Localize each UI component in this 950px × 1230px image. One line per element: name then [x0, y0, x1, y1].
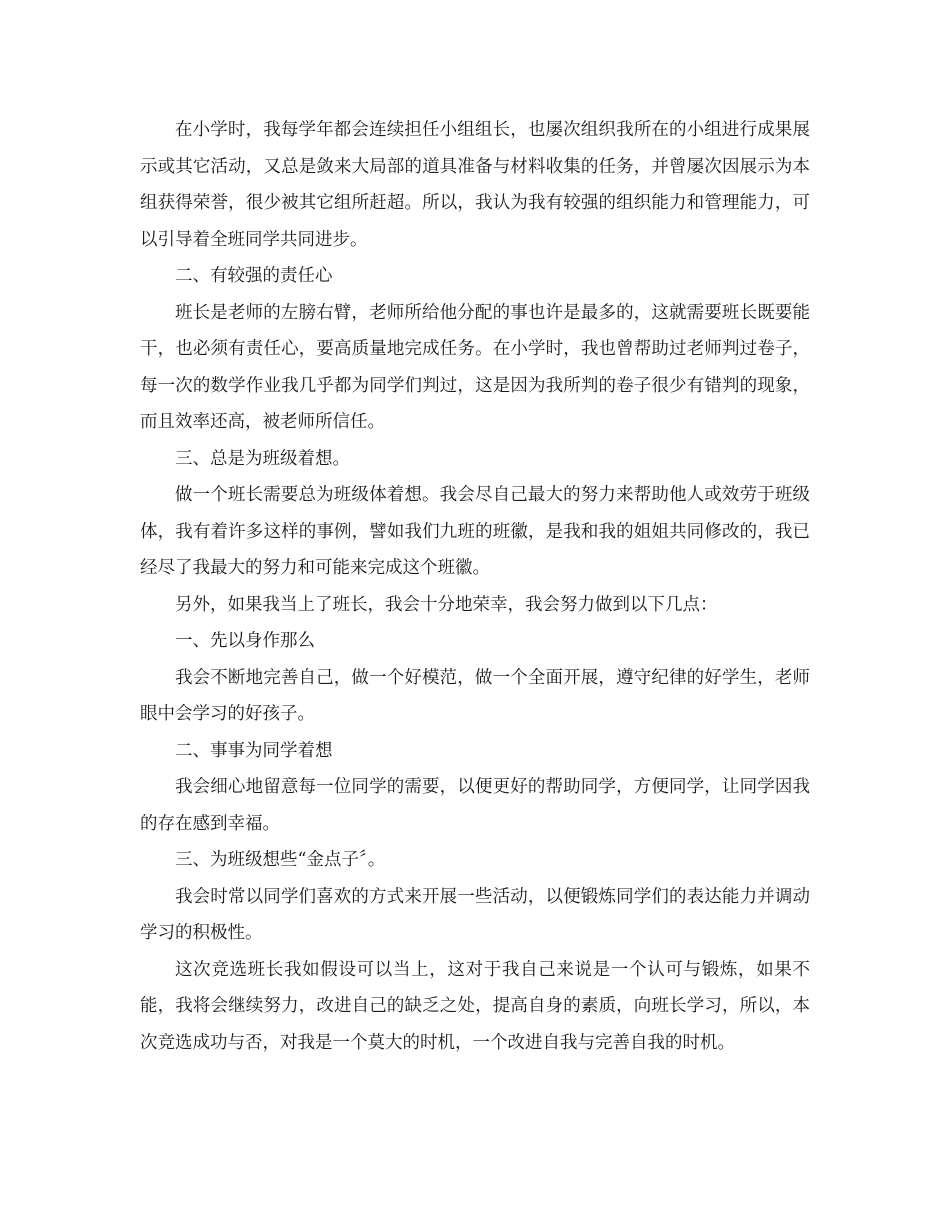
paragraph-10: 我会细心地留意每一位同学的需要，以便更好的帮助同学，方便同学，让同学因我的存在感到幸福。 [140, 777, 810, 834]
paragraph-4-heading: 三、总是为班级着想。 [175, 448, 350, 469]
paragraph-1: 在小学时，我每学年都会连续担任小组组长，也屡次组织我所在的小组进行成果展示或其它活动，又总是敛来大局部的道具准备与材料收集的任务，并曾屡次因展示为本组获得荣誉，很少被其它组所赶超。所以，我认为我有较强的组织能力和管理能力，可以引导着全班同学共同进步。 [140, 120, 810, 250]
paragraph-5: 做一个班长需要总为班级体着想。我会尽自己最大的努力来帮助他人或效劳于班级体，我有着许多这样的事例，譬如我们九班的班徽，是我和我的姐姐共同修改的，我已经尽了我最大的努力和可能来完成这个班徽。 [140, 485, 810, 578]
paragraph-13: 这次竞选班长我如假设可以当上，这对于我自己来说是一个认可与锻炼，如果不能，我将会继续努力，改进自己的缺乏之处，提高自身的素质，向班长学习，所以，本次竞选成功与否，对我是一个莫大的时机，一个改进自我与完善自我的时机。 [140, 959, 810, 1053]
paragraph-6: 另外，如果我当上了班长，我会十分地荣幸，我会努力做到以下几点： [175, 594, 718, 615]
paragraph-2-heading: 二、有较强的责任心 [175, 266, 333, 286]
paragraph-8: 我会不断地完善自己，做一个好模范，做一个全面开展，遵守纪律的好学生，老师眼中会学习的好孩子。 [140, 667, 810, 724]
paragraph-7-heading: 一、先以身作那么 [175, 631, 315, 651]
paragraph-11-heading: 三、为班级想些“金点子〞。 [175, 850, 386, 870]
document-body [140, 112, 810, 1061]
paragraph-9-heading: 二、事事为同学着想 [175, 740, 333, 761]
paragraph-3: 班长是老师的左膀右臂，老师所给他分配的事也许是最多的，这就需要班长既要能干，也必须有责任心，要高质量地完成任务。在小学时，我也曾帮助过老师判过卷子，每一次的数学作业我几乎都为同学们判过，这是因为我所判的卷子很少有错判的现象，而且效率还高，被老师所信任。 [140, 302, 810, 432]
paragraph-12: 我会时常以同学们喜欢的方式来开展一些活动，以便锻炼同学们的表达能力并调动学习的积极性。 [140, 886, 810, 943]
